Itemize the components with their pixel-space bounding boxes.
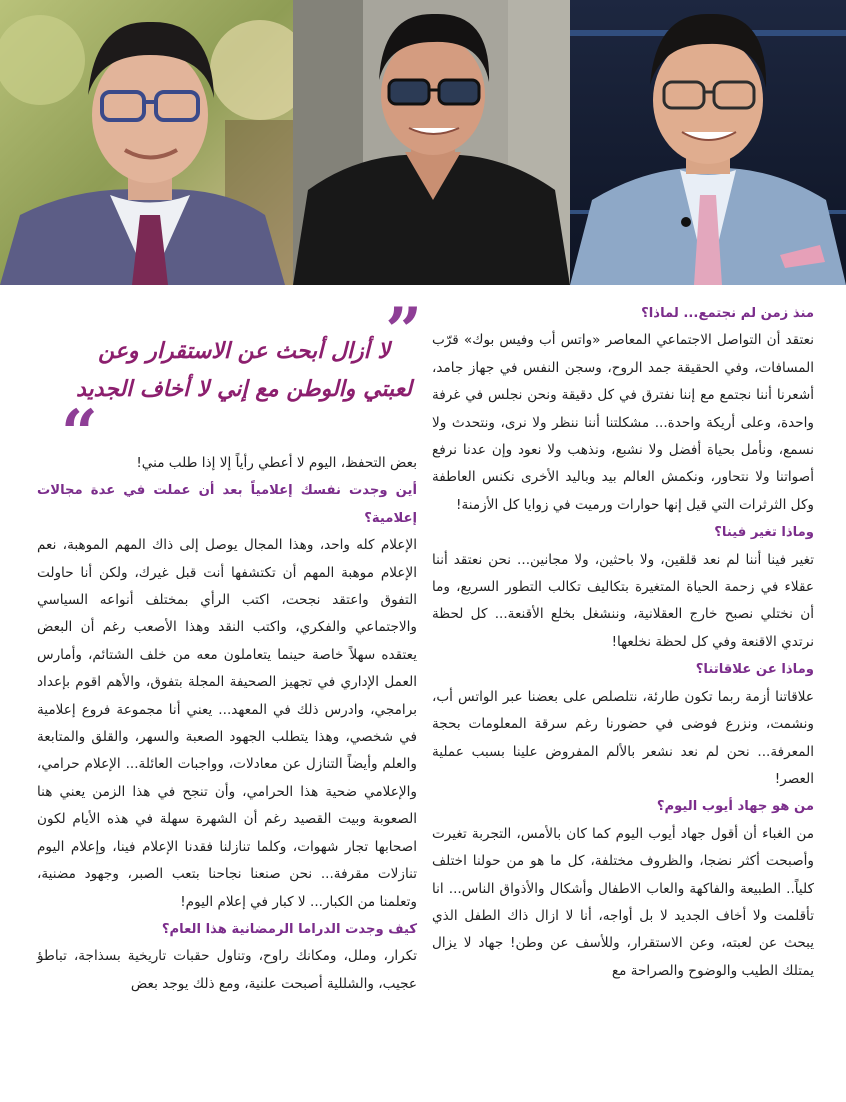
photo-strip <box>0 0 846 285</box>
quote-close-icon: “ <box>61 396 98 471</box>
answer-paragraph: تغير فينا أننا لم نعد قلقين، ولا باحثين، ولا مجانين... نحن نعتقد أننا عقلاء في زحمة الحياة المتغيرة بتكاليف تكالب التطور السريع، وما أن نختلي نصبح خارج العقلانية، وننشغل بخلع الأقنعة... كل لحظة نرتدي الاقنعة وفي كل لحظة نخلعها! <box>432 551 814 650</box>
answer-paragraph: الإعلام كله واحد، وهذا المجال يوصل إلى ذاك المهم الموهبة، نعم الإعلام موهبة المهم أن تكتشفها أنت قبل غيرك، ولكن أنا حاولت التفوق واعتقد نجحت، اكتب الرأي بمختلف أنواعه السياسي والاجتماعي والفكري، واكتب النقد وهذا الأصعب رغم أن البعض يعتقده سهلاً خاصة حينما يتعاملون معه من خلف الشتائم، وأمارس العمل الإداري في تجهيز الصحيفة المجلة بتفوق، والأهم اقوم بإعداد برامجي، وادرس ذلك في المعهد... يعني أنا مجموعة فروع إعلامية في شخصي، وهذا يتطلب الجهود الصعبة والسهر، والقلق والمتابعة والعلم وأيضاً التنازل عن معادلات، وواجبات العائلة... الإعلام حرامي، والإعلامي ضحية هذا الحرامي، وأن تنجح في هذا الزمن يعني هنا الصعوبة وبيت القصيد رغم أن الشهرة سهلة في هذه الأيام لكون اصحابها تجار شهوات، وكلما تنازلنا فقدنا الإعلام فينا، وإعلام اليوم تنازلات مقرفة... نحن صنعنا نجاحنا بتعب الصبر، وجهود مضنية، وتعلمنا من الكبار... لا كبار في إعلام اليوم! <box>37 537 417 910</box>
question-heading: وماذا تغير فينا؟ <box>714 525 814 541</box>
black-tshirt-image <box>293 0 570 285</box>
tv-studio-image <box>570 0 846 285</box>
photo-black-tshirt <box>293 0 570 285</box>
pull-quote-text: لا أزال أبحث عن الاستقرار وعن لعبتي والوطن مع إني لا أخاف الجديد <box>75 338 412 402</box>
answer-paragraph: تكرار، وملل، ومكانك راوح، وتناول حقبات تاريخية بسذاجة، تباطؤ عجيب، والشللية أصبحت علنية، ومع ذلك يوجد بعض <box>37 948 417 992</box>
photo-outdoor-portrait <box>0 0 293 285</box>
question-heading: وماذا عن علاقاتنا؟ <box>695 662 814 678</box>
question-heading: من هو جهاد أيوب اليوم؟ <box>656 799 814 815</box>
question-heading: أين وجدت نفسك إعلامياً بعد أن عملت في عدة مجالات إعلامية؟ <box>37 483 417 526</box>
photo-tv-studio <box>570 0 846 285</box>
answer-paragraph: بعض التحفظ، اليوم لا أعطي رأياً إلا إذا طلب مني! <box>136 455 417 471</box>
question-heading: كيف وجدت الدراما الرمضانية هذا العام؟ <box>161 921 417 937</box>
quote-open-icon: ” <box>385 294 422 369</box>
article-column-left <box>37 450 417 998</box>
answer-paragraph: علاقاتنا أزمة ربما تكون طارئة، نتلصلص على بعضنا عبر الواتس أب، ونشمت، ونزرع فوضى في حضورنا رغم سرقة المعلومات بحجة المعرفة... نحن لم نعد نشعر بالألم المفروض علينا بسبب عملية العصر! <box>432 688 814 787</box>
article-column-right <box>432 300 814 985</box>
answer-paragraph: من الغباء أن أقول جهاد أيوب اليوم كما كان بالأمس، التجربة تغيرت وأصبحت أكثر نضجا، والظروف مختلفة، كل ما هو من حولنا اختلف كلياً.. الطبيعة والفاكهة والعاب الاطفال وأشكال والأذواق الناس... انا تأقلمت ولا أخاف الجديد لا بل أواجه، أنا لا ازال ذاك الطفل الذي يبحث عن لعبته، وعن الاستقرار، وللأسف عن وطن! جهاد لا يزال يمتلك الطيب والوضوح والصراحة مع <box>432 825 814 979</box>
question-heading: منذ زمن لم نجتمع... لماذا؟ <box>641 306 814 321</box>
outdoor-portrait-image <box>0 0 293 285</box>
answer-paragraph: نعتقد أن التواصل الاجتماعي المعاصر «واتس أب وفيس بوك» قرّب المسافات، وفي الحقيقة جمد الروح، وسجن النفس في جهاز جامد، أشعرنا أننا نجتمع مع إننا نفترق في كل دقيقة ونحن نجلس في غرفة واحدة، وعلى أريكة واحدة... مشكلتنا أننا ننظر ولا نرى، ونتحدث ولا نسمع، ونأمل بحياة أفضل ولا نشبع، ونذهب ولا نعود وإن عدنا نرفع أصواتنا ولا نتحاور، ونكمش العالم بيد وباليد الأخرى نكنس العاطفة وكل الثرثرات التي قيل إنها حوارات ورميت في زوايا كل الأزمنة! <box>432 332 814 513</box>
